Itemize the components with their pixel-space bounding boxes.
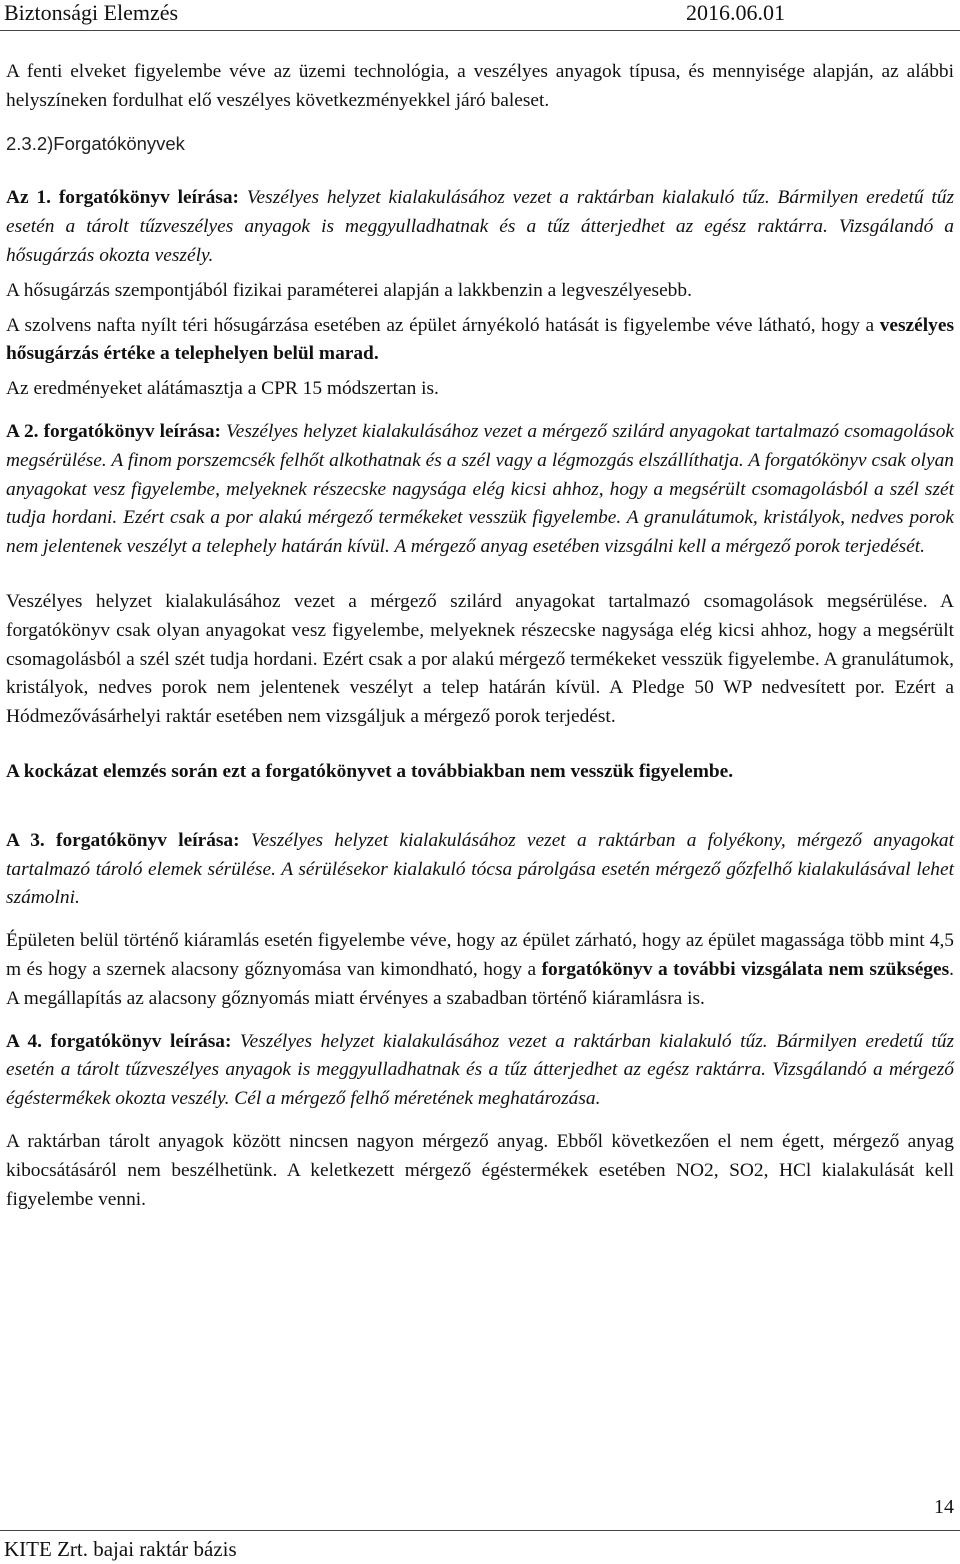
scenario-2-conclusion [6,758,954,787]
page-number: 14 [934,1496,954,1518]
scenario-3-italic: Veszélyes helyzet kialakulásához vezet a raktárban a folyékony, mérgező anyagokat tartalmazó tároló elemek sérülése. A sérülésekor kialakuló tócsa párolgása esetén mérgező gőzfelhő kialakulásával lehet számolni. [6,829,954,909]
header-divider [0,30,960,31]
scenario-2-paragraph-2: Veszélyes helyzet kialakulásához vezet a mérgező szilárd anyagokat tartalmazó csomagolások megsérülése. A forgatókönyv csak olyan anyagokat vesz figyelembe, melyeknek részecske nagysága elég kicsi ahhoz, hogy a megsérült csomagolásból a szél szét tudja hordani. Ezért csak a por alakú mérgező termékeket vesszük figyelembe. A granulátumok, kristályok, nedves porok nem jelentenek veszélyt a telep határán kívül. A Pledge 50 WP nedvesített por. Ezért a Hódmezővásárhelyi raktár esetében nem vizsgáljuk a mérgező porok terjedést. [6,590,954,728]
scenario-1-paragraph-4: Az eredményeket alátámasztja a CPR 15 módszertan is. [6,378,439,400]
scenario-4-lead: A 4. forgatókönyv leírása: [6,1030,232,1052]
footer-divider [0,1530,960,1531]
document-date: 2016.06.01 [686,0,785,25]
scenario-2-description [6,418,954,562]
page-header [0,0,960,28]
scenario-1-paragraph-3 [6,312,954,370]
scenario-4-description [6,1028,954,1114]
scenario-2-lead: A 2. forgatókönyv leírása: [6,420,221,442]
scenario-1-description [6,184,954,270]
intro-paragraph: A fenti elveket figyelembe véve az üzemi technológia, a veszélyes anyagok típusa, és mennyisége alapján, az alábbi helyszíneken fordulhat elő veszélyes következményekkel járó baleset. [6,61,954,111]
scenario-2-italic: Veszélyes helyzet kialakulásához vezet a mérgező szilárd anyagokat tartalmazó csomagolások megsérülése. A finom porszemcsék felhőt alkothatnak és a szél vagy a légmozgás elszállíthatja. A forgatókönyv csak olyan anyagokat vesz figyelembe, melyeknek részecske nagysága elég kicsi ahhoz, hogy a megsérült csomagolásból a szél szét tudja hordani. Ezért csak a por alakú mérgező termékeket vesszük figyelembe. A granulátumok, kristályok, nedves porok nem jelentenek veszélyt a telephely határán kívül. A mérgező anyag esetében vizsgálni kell a mérgező porok terjedését. [6,420,955,558]
footer-label: KITE Zrt. bajai raktár bázis [4,1537,237,1561]
scenario-1-p3-bold: veszélyes hősugárzás értéke a telephelyen belül marad. [6,314,954,365]
scenario-3-p2-text: Épületen belül történő kiáramlás esetén figyelembe véve, hogy az épület zárható, hogy az épület magassága több mint 4,5 m és hogy a szernek alacsony gőznyomása van kimondható, hogy a [6,930,954,980]
scenario-3-p2-end: . A megállapítás az alacsony gőznyomás miatt érvényes a szabadban történő kiáramlásra is. [6,958,955,1009]
section-heading: 2.3.2)Forgatókönyvek [6,132,185,154]
scenario-3-p2-bold: forgatókönyv a további vizsgálata nem szükséges [541,958,950,980]
document-body [6,58,954,1214]
scenario-1-p3-text: A szolvens nafta nyílt téri hősugárzása esetében az épület árnyékoló hatását is figyelembe véve látható, hogy a [6,314,880,336]
scenario-1-lead: Az 1. forgatókönyv leírása: [6,187,240,209]
document-title: Biztonsági Elemzés [4,0,179,25]
scenario-1-paragraph-2: A hősugárzás szempontjából fizikai paraméterei alapján a lakkbenzin a legveszélyesebb. [6,279,692,301]
scenario-3-paragraph-2 [6,927,954,1013]
scenario-2-conclusion-text: A kockázat elemzés során ezt a forgatókönyvet a továbbiakban nem vesszük figyelembe. [6,760,734,782]
scenario-3-lead: A 3. forgatókönyv leírása: [6,829,240,851]
scenario-4-italic: Veszélyes helyzet kialakulásához vezet a raktárban kialakuló tűz. Bármilyen eredetű tűz esetén a tárolt tűzveszélyes anyagok is meggyulladhatnak és a tűz átterjedhet az egész raktárra. Vizsgálandó a mérgező égéstermékek okozta veszély. Cél a mérgező felhő méretének meghatározása. [6,1030,955,1110]
scenario-3-description [6,827,954,913]
scenario-4-paragraph-2: A raktárban tárolt anyagok között nincsen nagyon mérgező anyag. Ebből következően el nem égett, mérgező anyag kibocsátásáról nem beszélhetünk. A keletkezett mérgező égéstermékek esetében NO2, SO2, HCl kialakulását kell figyelembe venni. [6,1130,954,1210]
scenario-1-italic: Veszélyes helyzet kialakulásához vezet a raktárban kialakuló tűz. Bármilyen eredetű tűz esetén a tárolt tűzveszélyes anyagok is meggyulladhatnak és a tűz átterjedhet az egész raktárra. Vizsgálandó a hősugárzás okozta veszély. [6,187,955,266]
